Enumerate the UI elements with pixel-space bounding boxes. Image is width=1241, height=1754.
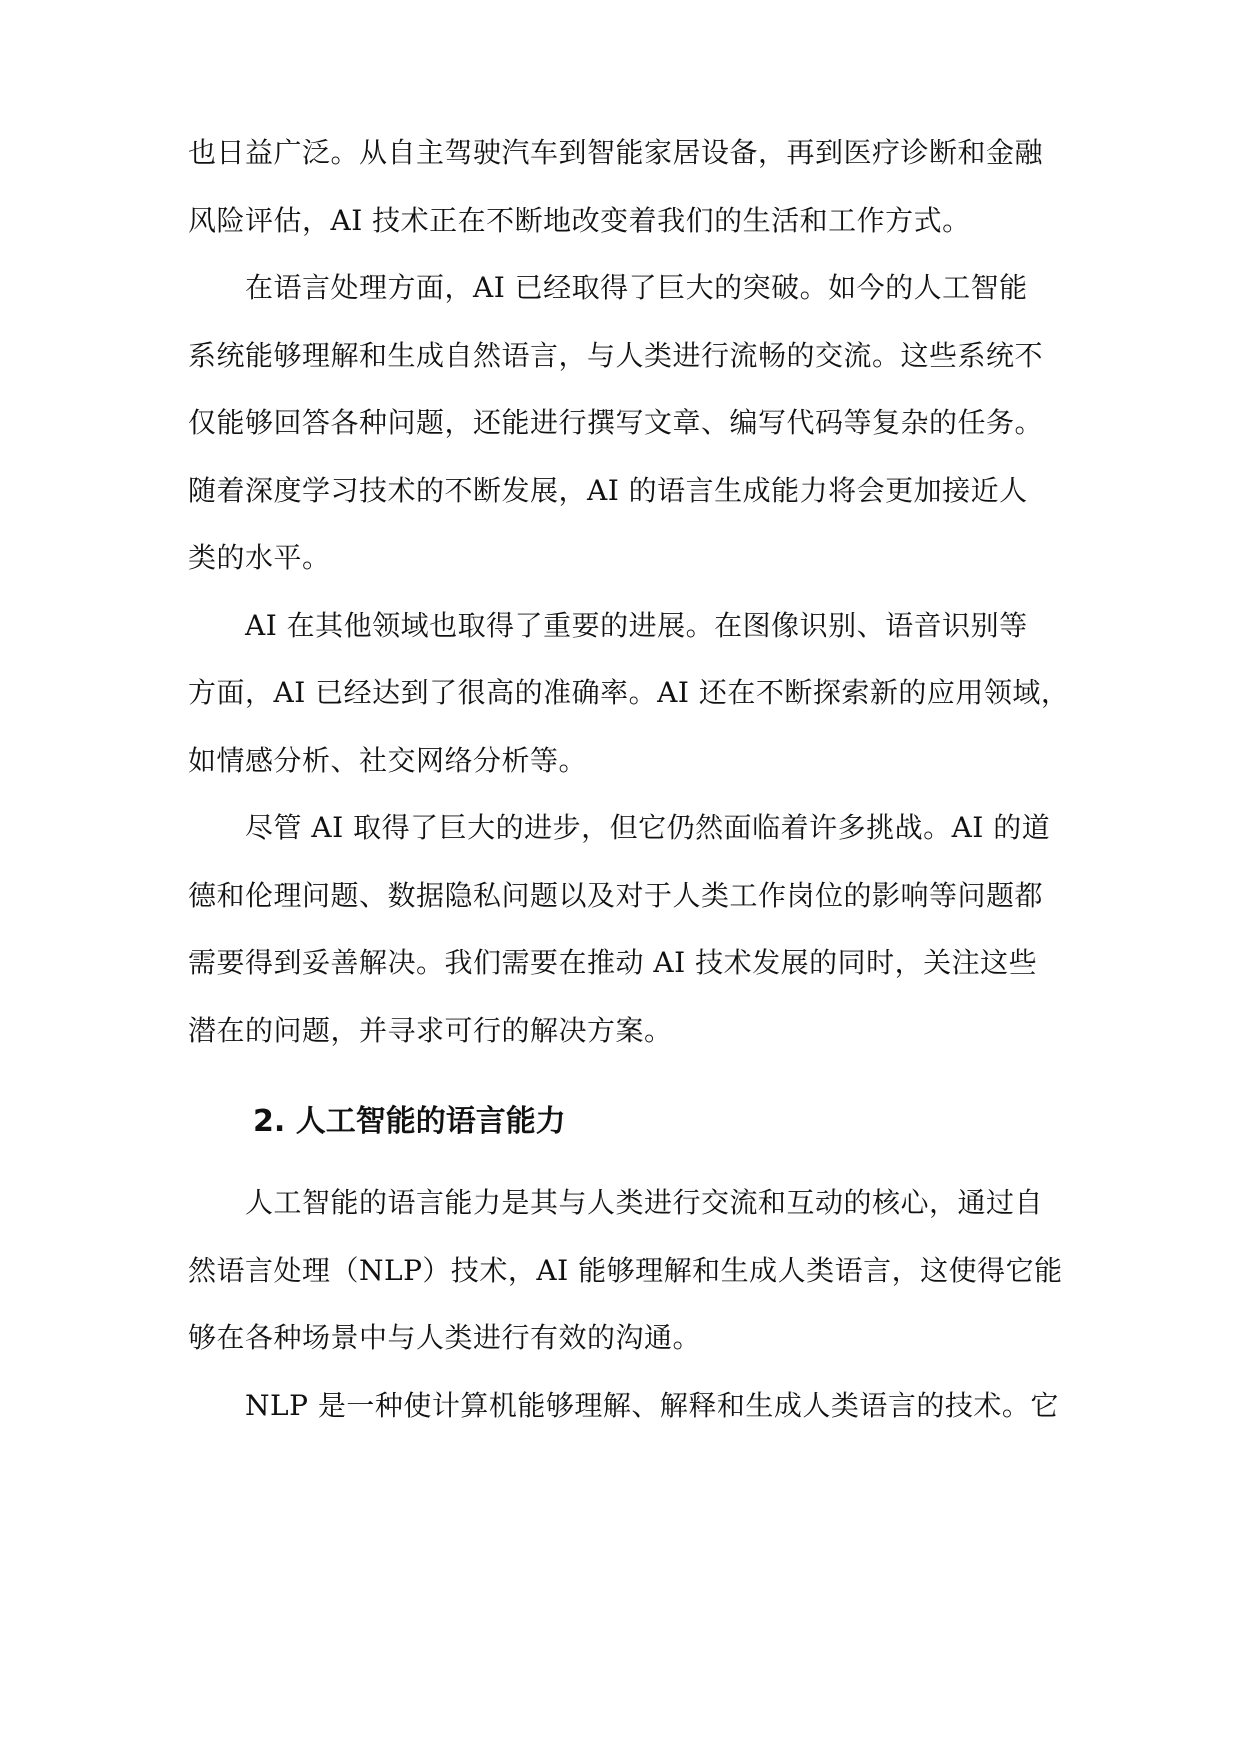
text-line: 系统能够理解和生成自然语言，与人类进行流畅的交流。这些系统不 [188,339,1044,372]
text-line: 随着深度学习技术的不断发展，AI 的语言生成能力将会更加接近人 [188,474,1028,507]
text-line: 德和伦理问题、数据隐私问题以及对于人类工作岗位的影响等问题都 [188,879,1044,912]
text-line: 人工智能的语言能力是其与人类进行交流和互动的核心，通过自 [245,1186,1044,1219]
text-line: 尽管 AI 取得了巨大的进步，但它仍然面临着许多挑战。AI 的道 [245,811,1051,844]
text-line: 需要得到妥善解决。我们需要在推动 AI 技术发展的同时，关注这些 [188,946,1038,979]
section-heading: 2. 人工智能的语言能力 [253,1104,566,1139]
text-line: 风险评估，AI 技术正在不断地改变着我们的生活和工作方式。 [188,204,971,237]
text-line: 方面，AI 已经达到了很高的准确率。AI 还在不断探索新的应用领域， [188,676,1070,709]
text-line: NLP 是一种使计算机能够理解、解释和生成人类语言的技术。它 [245,1389,1059,1422]
text-line: 潜在的问题，并寻求可行的解决方案。 [188,1014,673,1047]
text-line: 然语言处理（NLP）技术，AI 能够理解和生成人类语言，这使得它能 [188,1254,1063,1287]
text-line: AI 在其他领域也取得了重要的进展。在图像识别、语音识别等 [245,609,1028,642]
text-line: 也日益广泛。从自主驾驶汽车到智能家居设备，再到医疗诊断和金融 [188,136,1044,169]
text-line: 在语言处理方面，AI 已经取得了巨大的突破。如今的人工智能 [245,271,1028,304]
text-line: 仅能够回答各种问题，还能进行撰写文章、编写代码等复杂的任务。 [188,406,1044,439]
text-line: 如情感分析、社交网络分析等。 [188,744,588,777]
text-line: 类的水平。 [188,541,331,574]
text-line: 够在各种场景中与人类进行有效的沟通。 [188,1321,702,1354]
